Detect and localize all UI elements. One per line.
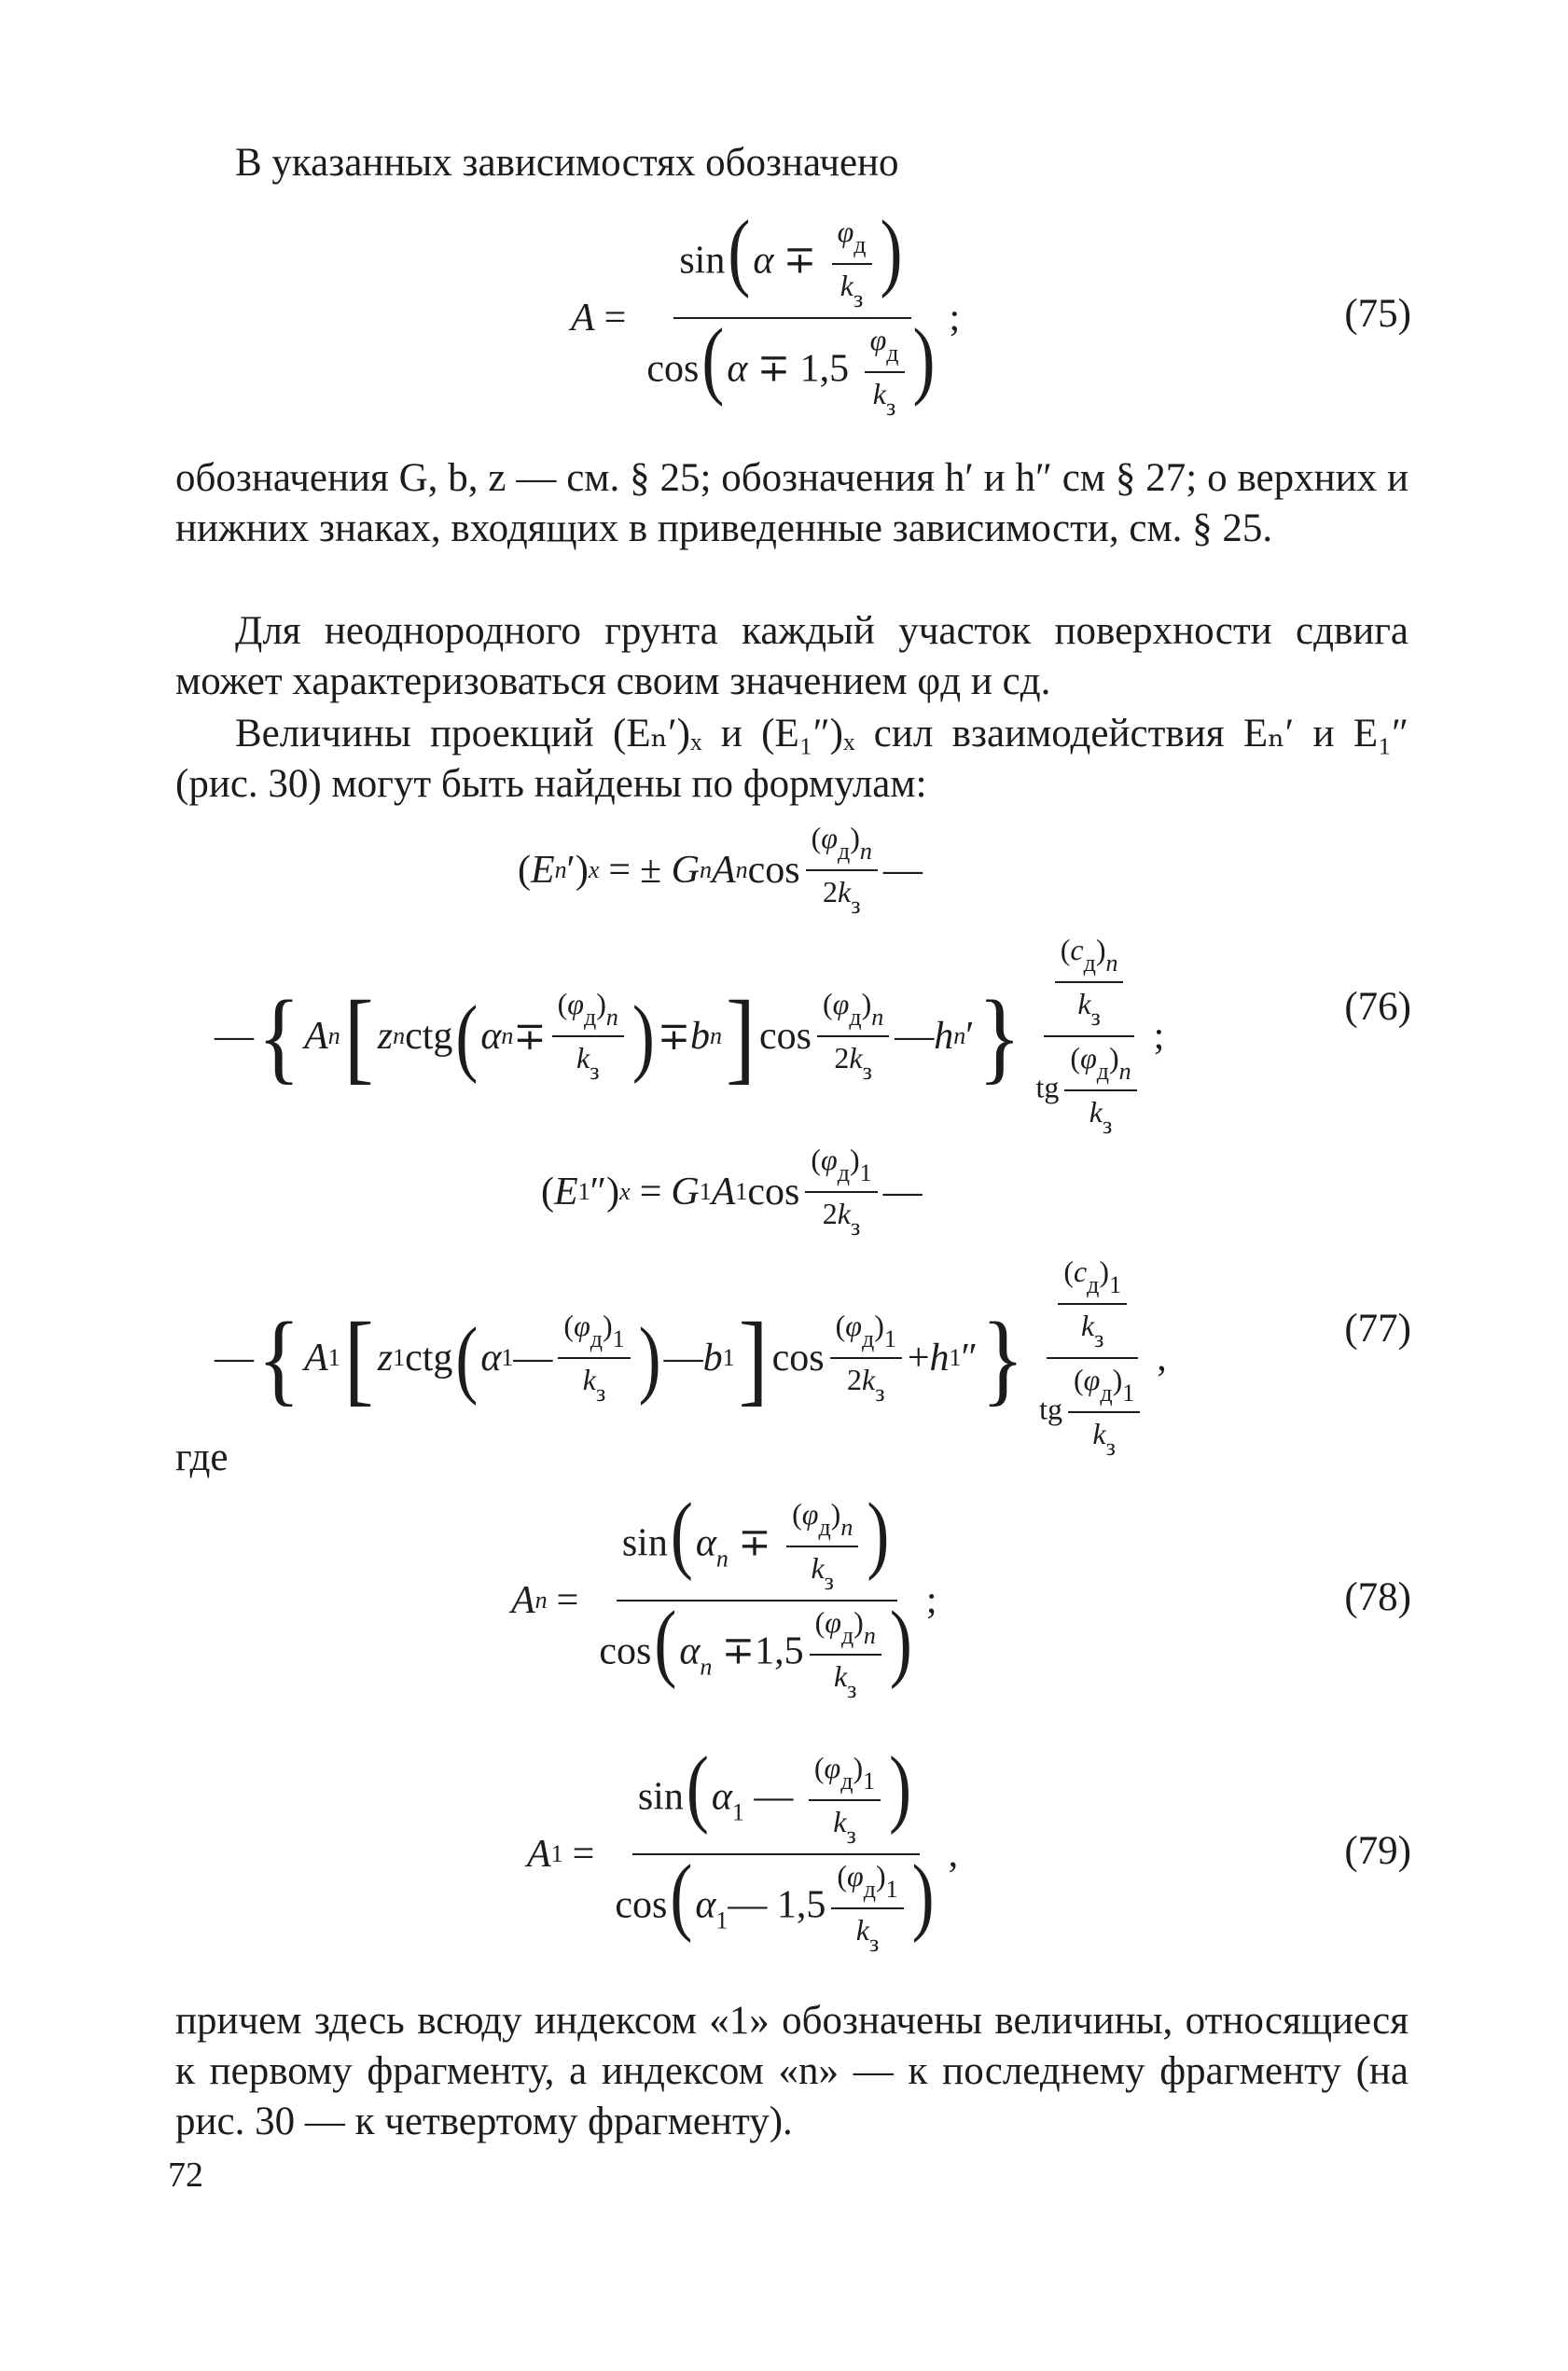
paragraph-heterogeneous: Для неоднородного грунта каждый участок поверхности сдвига может характеризоваться своим значением φд и cд. [175, 609, 1408, 703]
equation-number-77: (77) [1344, 1307, 1411, 1351]
equation-number-78: (78) [1344, 1575, 1411, 1619]
paragraph-projections: Величины проекций (Eₙ′)ₓ и (E₁″)ₓ сил взаимодействия Eₙ′ и E₁″ (рис. 30) могут быть найдены по формулам: [175, 712, 1408, 806]
formula-75: A = sin(α ∓ $\frac{\varphi_д}{k_з}$ ) cos(α ∓ 1,5 $\frac{\varphi_д}{k_з}$ ) ; [571, 201, 961, 421]
formula-79: A 1 = $\sin(\alpha_1$ — $\frac{(\varphi_д)_1}{k_з}$ ) $\cos(\alpha_1—$ 1,5 $\frac{(\varphi_д)_1}{k_з}$ ) , [527, 1738, 959, 1957]
equation-number-75: (75) [1344, 292, 1411, 336]
formula-78: A n = $\sin(\alpha_n$ ∓ $\frac{(\varphi_д)_n}{k_з}$ ) $\cos(\alpha_n \mp 1,5$ $\frac{(\varphi_д)_n}{k_з}$ ) ; [511, 1484, 937, 1703]
paragraph-conclusion: причем здесь всюду индексом «1» обозначены величины, относящиеся к первому фрагменту, а индексом «n» — к последнему фрагменту (на рис. 30 — к четвертому фрагменту). [175, 1999, 1408, 2143]
equation-78 [0, 1483, 1568, 1716]
word-where: где [175, 1435, 229, 1479]
formula-77-line2: — { A 1 [ z 1 ctg ( α 1 — $\frac{(\varphi_д)_1}{k_з}$ ) — b 1 ] cos $\frac{(\varphi_д)_1}{2k_з}$ + h 1 ″ } $\frac{(c_д)_1}{k_з}$ tg $\frac{(\varphi_д)_1}{k_з}$ , [215, 1255, 1167, 1461]
paragraph-intro: В указанных зависимостях обозначено [235, 141, 899, 185]
paragraph-notation: обозначения G, b, z — см. § 25; обозначения h′ и h″ см § 27; о верхних и нижних знаках, входящих в приведенные зависимости, см. § 25. [175, 456, 1408, 550]
equation-75 [0, 201, 1568, 429]
formula-76-line2: — { A n [ z n ctg ( α n ∓ $\frac{(\varphi_д)_n}{k_з}$ ) ∓ b n ] cos $\frac{(\varphi_д)_n}{2k_з}$ — h n ′ } $\frac{(c_д)_n}{k_з}$ tg $\frac{(\varphi_д)_n}{k_з}$ ; [215, 933, 1165, 1139]
formula-76-line1: ( E n ′) x = ± G n A n cos $\frac{(\varphi_д)_n}{2k_з}$ — [518, 821, 923, 919]
equation-76 [0, 821, 1568, 1139]
page-number: 72 [168, 2156, 203, 2195]
equation-79 [0, 1737, 1568, 1970]
formula-77-line1: ( E 1 ″) x = G 1 A 1 cos $\frac{(\varphi_д)_1}{2k_з}$ — [541, 1143, 923, 1241]
equation-number-79: (79) [1344, 1829, 1411, 1873]
equation-number-76: (76) [1344, 985, 1411, 1029]
